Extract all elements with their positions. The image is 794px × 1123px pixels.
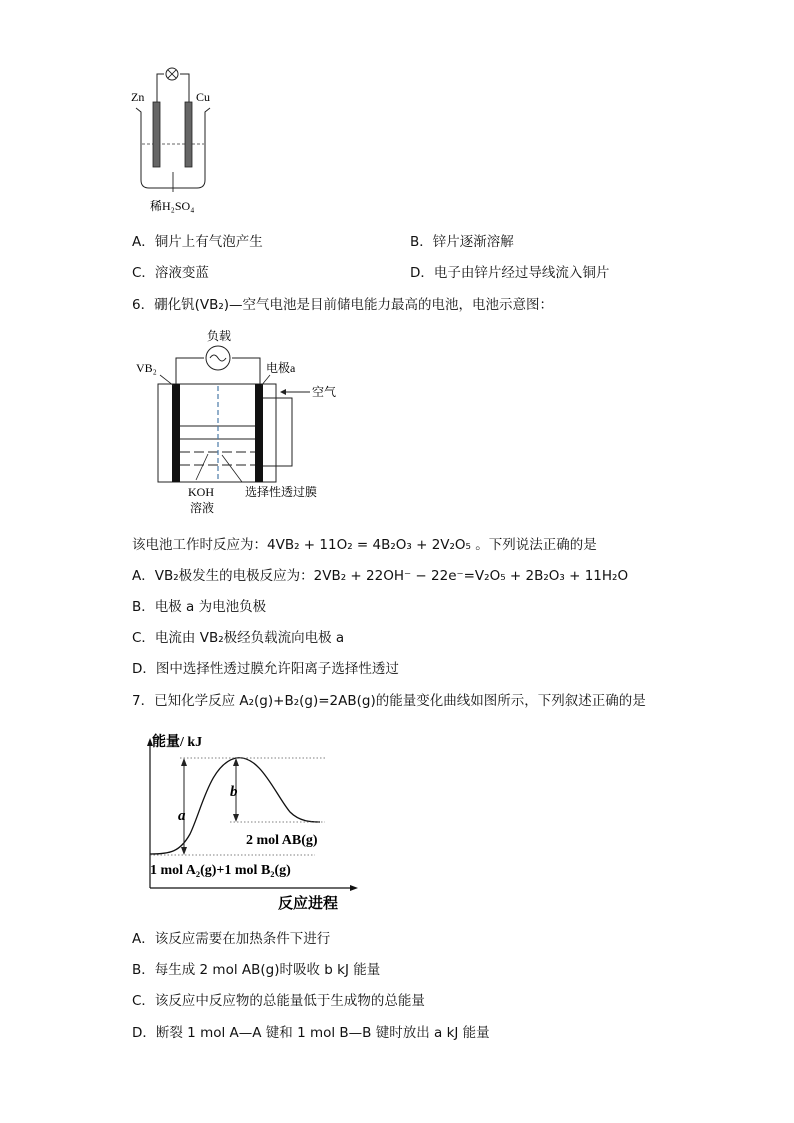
galvanic-cell-figure [128, 60, 218, 220]
air-label: 空气 [312, 385, 337, 399]
copper-electrode [185, 102, 192, 167]
label-a: a [178, 808, 186, 824]
product-label: 2 mol AB(g) [246, 833, 318, 848]
y-axis-label: 能量/ kJ [152, 735, 203, 750]
energy-diagram [140, 724, 370, 914]
q7-option-d: D．断裂 1 mol A—A 键和 1 mol B—B 键时放出 a kJ 能量 [132, 1025, 490, 1041]
electrode-a-label: 电极a [266, 361, 296, 375]
q6-stem: 6．硼化钒(VB₂)—空气电池是目前储电能力最高的电池，电池示意图： [132, 297, 554, 313]
q6-option-b: B．电极 a 为电池负极 [132, 599, 267, 615]
cu-label: Cu [196, 90, 211, 104]
label-b: b [230, 784, 238, 800]
q5-option-b: B．锌片逐渐溶解 [410, 234, 514, 250]
zn-label: Zn [131, 90, 145, 104]
electrolyte-label: 稀H₂SO₄ [150, 199, 195, 213]
vb2-label: VB₂ [136, 361, 157, 375]
vb2-electrode [172, 384, 180, 482]
q6-option-d: D．图中选择性透过膜允许阳离子选择性透过 [132, 661, 399, 677]
q5-option-a: A．铜片上有气泡产生 [132, 234, 263, 250]
q5-option-c: C．溶液变蓝 [132, 265, 209, 281]
q7-stem: 7．已知化学反应 A₂(g)+B₂(g)=2AB(g)的能量变化曲线如图所示，下列叙述正确的是 [132, 693, 646, 709]
q6-option-a: A．VB₂极发生的电极反应为：2VB₂ + 22OH⁻ − 22e⁻=V₂O₅ + 2B₂O₃ + 11H₂O [132, 568, 629, 584]
q6-reaction: 该电池工作时反应为：4VB₂ + 11O₂ = 4B₂O₃ + 2V₂O₅ 。下列说法正确的是 [132, 537, 597, 553]
q6-option-c: C．电流由 VB₂极经负载流向电极 a [132, 630, 345, 646]
koh-label: KOH [188, 485, 214, 499]
q7-option-b: B．每生成 2 mol AB(g)时吸收 b kJ 能量 [132, 962, 381, 978]
reactant-label: 1 mol A₂(g)+1 mol B₂(g) [150, 863, 291, 878]
solution-label: 溶液 [190, 501, 215, 515]
load-label: 负载 [207, 329, 232, 343]
membrane-label: 选择性透过膜 [245, 485, 318, 499]
zinc-electrode [153, 102, 160, 167]
electrode-a [255, 384, 263, 482]
x-axis-label: 反应进程 [278, 896, 339, 912]
q5-option-d: D．电子由锌片经过导线流入铜片 [410, 265, 610, 281]
battery-figure [130, 326, 360, 516]
q7-option-a: A．该反应需要在加热条件下进行 [132, 931, 331, 947]
q7-option-c: C．该反应中反应物的总能量低于生成物的总能量 [132, 993, 425, 1009]
